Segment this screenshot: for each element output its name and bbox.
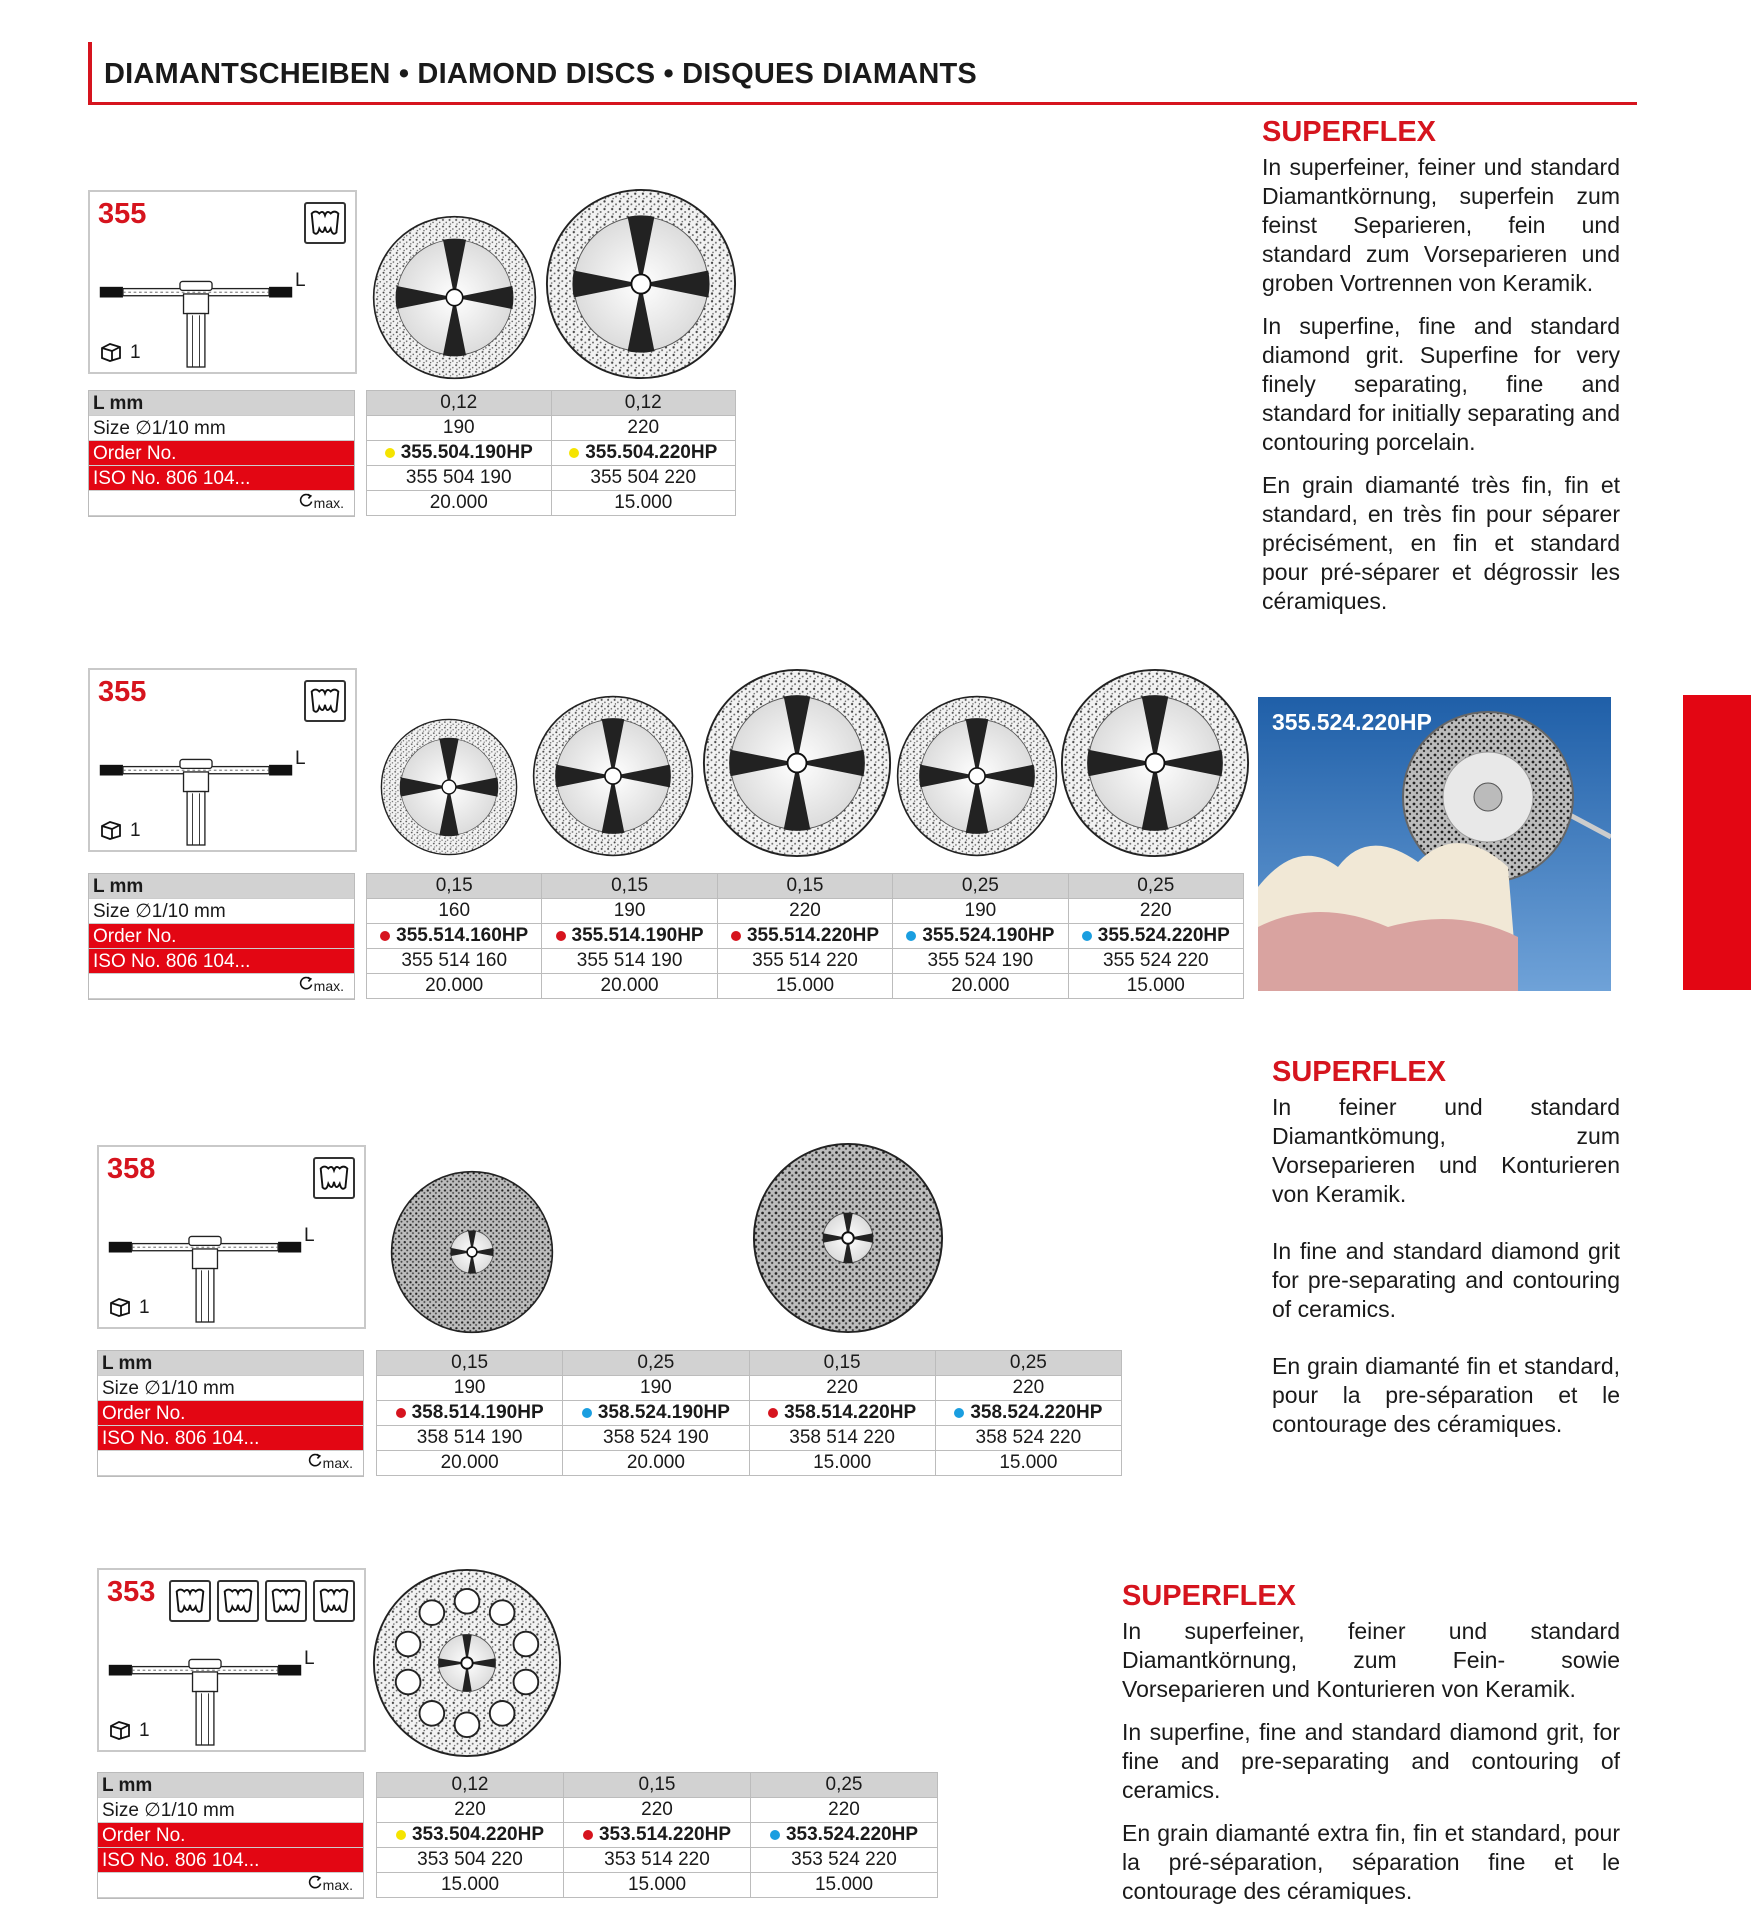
product-number: 358 xyxy=(107,1153,156,1185)
cell-order[interactable] xyxy=(749,1401,935,1426)
rotation-icon xyxy=(298,975,314,991)
order-number: 353.524.220HP xyxy=(785,1824,919,1845)
order-number: 355.524.190HP xyxy=(922,925,1055,946)
cell-order[interactable] xyxy=(542,924,717,949)
disc-mandrel-icon xyxy=(107,1223,303,1323)
cell-size: 220 xyxy=(551,416,736,441)
order-number: 358.514.190HP xyxy=(411,1402,544,1423)
teeth-icon xyxy=(313,1580,355,1622)
cell-l: 0,12 xyxy=(551,391,736,416)
cell-order[interactable] xyxy=(935,1401,1121,1426)
product-number: 355 xyxy=(98,198,147,230)
product-box-353 xyxy=(97,1568,366,1752)
product-number: 353 xyxy=(107,1576,156,1608)
spec-labels xyxy=(88,873,355,1000)
cell-rpm: 15.000 xyxy=(377,1873,564,1898)
disc-image xyxy=(532,695,694,857)
order-number: 355.514.220HP xyxy=(746,925,879,946)
cell-l: 0,12 xyxy=(367,391,552,416)
cell-order[interactable] xyxy=(717,924,892,949)
label-size: Size ∅1/10 mm xyxy=(89,416,354,441)
cell-rpm: 15.000 xyxy=(551,491,736,516)
label-l: L mm xyxy=(98,1351,363,1376)
cell-rpm: 15.000 xyxy=(1068,974,1243,999)
order-number: 355.504.190HP xyxy=(400,442,533,463)
grit-dot xyxy=(396,1830,406,1840)
cell-order[interactable] xyxy=(551,441,736,466)
cell-iso: 355 504 220 xyxy=(551,466,736,491)
description-fr: En grain diamanté fin et standard, pour la pre-séparation et le contourage des céramiques. xyxy=(1272,1353,1620,1437)
cell-rpm: 20.000 xyxy=(893,974,1068,999)
description-en: In superfine, fine and standard diamond grit, for fine and pre-separating and contouring of ceramics. xyxy=(1122,1719,1620,1803)
cell-order[interactable] xyxy=(893,924,1068,949)
disc-mandrel-icon xyxy=(98,746,294,846)
order-number: 353.504.220HP xyxy=(411,1824,545,1845)
cell-l: 0,25 xyxy=(1068,874,1243,899)
teeth-icon xyxy=(304,680,346,722)
description-block-1 xyxy=(1262,118,1620,630)
cell-size: 220 xyxy=(935,1376,1121,1401)
crown-icon xyxy=(217,1580,259,1622)
disc-image xyxy=(752,1142,944,1334)
page-header xyxy=(88,42,1637,105)
cell-iso: 353 524 220 xyxy=(751,1848,938,1873)
order-number: 355.514.160HP xyxy=(396,925,529,946)
cell-l: 0,25 xyxy=(935,1351,1121,1376)
grit-dot xyxy=(556,931,566,941)
spec-table xyxy=(366,390,736,516)
cell-order[interactable] xyxy=(1068,924,1243,949)
cell-l: 0,15 xyxy=(367,874,542,899)
spec-table xyxy=(376,1772,938,1898)
disc-image xyxy=(1060,668,1250,858)
spec-table xyxy=(366,873,1244,999)
cell-iso: 355 504 190 xyxy=(367,466,552,491)
order-number: 355.514.190HP xyxy=(571,925,704,946)
cell-l: 0,12 xyxy=(377,1773,564,1798)
description-block-2 xyxy=(1272,1058,1620,1453)
order-number: 355.504.220HP xyxy=(585,442,718,463)
cell-rpm: 15.000 xyxy=(751,1873,938,1898)
cell-iso: 358 514 190 xyxy=(377,1426,563,1451)
rotation-icon xyxy=(298,492,314,508)
spec-table xyxy=(376,1350,1122,1476)
cell-order[interactable] xyxy=(367,924,542,949)
order-number: 358.524.190HP xyxy=(597,1402,730,1423)
description-title: SUPERFLEX xyxy=(1262,116,1437,148)
cell-l: 0,15 xyxy=(749,1351,935,1376)
cell-iso: 358 514 220 xyxy=(749,1426,935,1451)
page-title: DIAMANTSCHEIBEN • DIAMOND DISCS • DISQUES DIAMANTS xyxy=(104,58,977,90)
label-l: L mm xyxy=(98,1773,363,1798)
cell-size: 220 xyxy=(751,1798,938,1823)
handpiece-icon xyxy=(169,1580,211,1622)
order-number: 353.514.220HP xyxy=(598,1824,732,1845)
cell-iso: 355 524 190 xyxy=(893,949,1068,974)
rotation-icon xyxy=(307,1452,323,1468)
label-l: L mm xyxy=(89,391,354,416)
application-photo xyxy=(1258,697,1611,991)
rpm-unit: max. xyxy=(313,978,344,994)
grit-dot xyxy=(954,1408,964,1418)
grit-dot xyxy=(770,1830,780,1840)
spec-labels xyxy=(97,1350,364,1477)
rpm-unit: max. xyxy=(313,495,344,511)
disc-image xyxy=(372,1568,562,1758)
cell-size: 190 xyxy=(542,899,717,924)
length-marker: L xyxy=(304,1648,315,1669)
package-count: 1 xyxy=(130,342,141,363)
product-box-355a xyxy=(88,190,357,374)
cell-size: 220 xyxy=(1068,899,1243,924)
description-en: In superfine, fine and standard diamond grit. Superfine for very finely separating, fine and standard for initially separating and contouring porcelain. xyxy=(1262,313,1620,455)
description-en: In fine and standard diamond grit for pre-separating and contouring of ceramics. xyxy=(1272,1238,1620,1322)
grit-dot xyxy=(396,1408,406,1418)
label-order: Order No. xyxy=(89,441,354,466)
cell-size: 160 xyxy=(367,899,542,924)
label-rpm xyxy=(98,1451,363,1476)
cell-iso: 355 514 220 xyxy=(717,949,892,974)
label-iso: ISO No. 806 104... xyxy=(89,466,354,491)
cell-iso: 355 524 220 xyxy=(1068,949,1243,974)
label-order: Order No. xyxy=(89,924,354,949)
description-de: In superfeiner, feiner und standard Diamantkörnung, zum Fein- sowie Vorseparieren und Konturieren von Keramik. xyxy=(1122,1618,1620,1702)
description-de: In feiner und standard Diamantkömung, zum Vorseparieren und Konturieren von Keramik. xyxy=(1272,1094,1620,1207)
description-fr: En grain diamanté extra fin, fin et standard, pour la pré-séparation, séparation fine et le contourage des céramiques. xyxy=(1122,1820,1620,1904)
cell-iso: 355 514 160 xyxy=(367,949,542,974)
tooth-icon xyxy=(265,1580,307,1622)
photo-illustration xyxy=(1258,697,1611,991)
rpm-unit: max. xyxy=(322,1455,353,1471)
grit-dot xyxy=(582,1408,592,1418)
label-iso: ISO No. 806 104... xyxy=(98,1426,363,1451)
spec-labels xyxy=(88,390,355,517)
label-order: Order No. xyxy=(98,1823,363,1848)
label-rpm xyxy=(89,491,354,516)
cell-iso: 353 504 220 xyxy=(377,1848,564,1873)
cell-order[interactable] xyxy=(377,1823,564,1848)
label-rpm xyxy=(98,1873,363,1898)
disc-image xyxy=(896,695,1058,857)
grit-dot xyxy=(385,448,395,458)
label-size: Size ∅1/10 mm xyxy=(98,1376,363,1401)
teeth-icon xyxy=(304,202,346,244)
cell-iso: 358 524 190 xyxy=(563,1426,749,1451)
grit-dot xyxy=(906,931,916,941)
product-box-355b xyxy=(88,668,357,852)
cell-rpm: 20.000 xyxy=(542,974,717,999)
cell-rpm: 20.000 xyxy=(367,974,542,999)
label-iso: ISO No. 806 104... xyxy=(98,1848,363,1873)
description-fr: En grain diamanté très fin, fin et standard, en très fin pour séparer précisément, en fin et standard pour pré-séparer et dégrossir les céramiques. xyxy=(1262,472,1620,614)
description-title: SUPERFLEX xyxy=(1122,1580,1297,1612)
cell-l: 0,15 xyxy=(542,874,717,899)
cell-rpm: 15.000 xyxy=(749,1451,935,1476)
cell-order[interactable] xyxy=(563,1401,749,1426)
grit-dot xyxy=(1082,931,1092,941)
disc-mandrel-icon xyxy=(107,1646,303,1746)
teeth-icon xyxy=(313,1157,355,1199)
cell-size: 220 xyxy=(564,1798,751,1823)
label-rpm xyxy=(89,974,354,999)
cell-rpm: 20.000 xyxy=(367,491,552,516)
cell-rpm: 15.000 xyxy=(564,1873,751,1898)
label-l: L mm xyxy=(89,874,354,899)
disc-image xyxy=(702,668,892,858)
order-number: 358.514.220HP xyxy=(784,1402,917,1423)
disc-image xyxy=(372,215,537,380)
spec-labels xyxy=(97,1772,364,1899)
disc-mandrel-icon xyxy=(98,268,294,368)
description-de: In superfeiner, feiner und standard Diamantkörnung, superfein zum feinst Separieren, fein und standard zum Vorseparieren und groben Vortrennen von Keramik. xyxy=(1262,154,1620,296)
product-number: 355 xyxy=(98,676,147,708)
package-icon xyxy=(100,820,122,840)
order-number: 355.524.220HP xyxy=(1097,925,1230,946)
package-icon xyxy=(100,342,122,362)
cell-rpm: 20.000 xyxy=(563,1451,749,1476)
cell-rpm: 15.000 xyxy=(935,1451,1121,1476)
label-order: Order No. xyxy=(98,1401,363,1426)
cell-l: 0,15 xyxy=(564,1773,751,1798)
photo-caption: 355.524.220HP xyxy=(1272,709,1432,735)
product-box-358 xyxy=(97,1145,366,1329)
disc-image xyxy=(545,188,737,380)
description-block-3 xyxy=(1122,1582,1620,1920)
cell-order[interactable] xyxy=(377,1401,563,1426)
cell-size: 190 xyxy=(377,1376,563,1401)
rpm-unit: max. xyxy=(322,1877,353,1893)
cell-order[interactable] xyxy=(367,441,552,466)
disc-image xyxy=(390,1170,554,1334)
cell-l: 0,25 xyxy=(893,874,1068,899)
cell-size: 190 xyxy=(367,416,552,441)
grit-dot xyxy=(583,1830,593,1840)
order-number: 358.524.220HP xyxy=(970,1402,1103,1423)
grit-dot xyxy=(380,931,390,941)
cell-l: 0,15 xyxy=(377,1351,563,1376)
label-size: Size ∅1/10 mm xyxy=(98,1798,363,1823)
cell-iso: 353 514 220 xyxy=(564,1848,751,1873)
grit-dot xyxy=(731,931,741,941)
cell-size: 190 xyxy=(893,899,1068,924)
cell-rpm: 20.000 xyxy=(377,1451,563,1476)
package-count: 1 xyxy=(139,1720,150,1741)
package-count: 1 xyxy=(139,1297,150,1318)
length-marker: L xyxy=(295,270,306,291)
package-count: 1 xyxy=(130,820,141,841)
grit-dot xyxy=(768,1408,778,1418)
cell-iso: 358 524 220 xyxy=(935,1426,1121,1451)
chapter-tab[interactable] xyxy=(1683,695,1751,990)
cell-l: 0,15 xyxy=(717,874,892,899)
cell-order[interactable] xyxy=(751,1823,938,1848)
package-icon xyxy=(109,1297,131,1317)
length-marker: L xyxy=(295,748,306,769)
cell-size: 190 xyxy=(563,1376,749,1401)
rotation-icon xyxy=(307,1874,323,1890)
cell-size: 220 xyxy=(749,1376,935,1401)
label-size: Size ∅1/10 mm xyxy=(89,899,354,924)
disc-image xyxy=(380,718,518,856)
cell-l: 0,25 xyxy=(563,1351,749,1376)
label-iso: ISO No. 806 104... xyxy=(89,949,354,974)
length-marker: L xyxy=(304,1225,315,1246)
cell-order[interactable] xyxy=(564,1823,751,1848)
cell-l: 0,25 xyxy=(751,1773,938,1798)
grit-dot xyxy=(569,448,579,458)
package-icon xyxy=(109,1720,131,1740)
cell-size: 220 xyxy=(717,899,892,924)
description-title: SUPERFLEX xyxy=(1272,1056,1447,1088)
cell-rpm: 15.000 xyxy=(717,974,892,999)
cell-size: 220 xyxy=(377,1798,564,1823)
cell-iso: 355 514 190 xyxy=(542,949,717,974)
